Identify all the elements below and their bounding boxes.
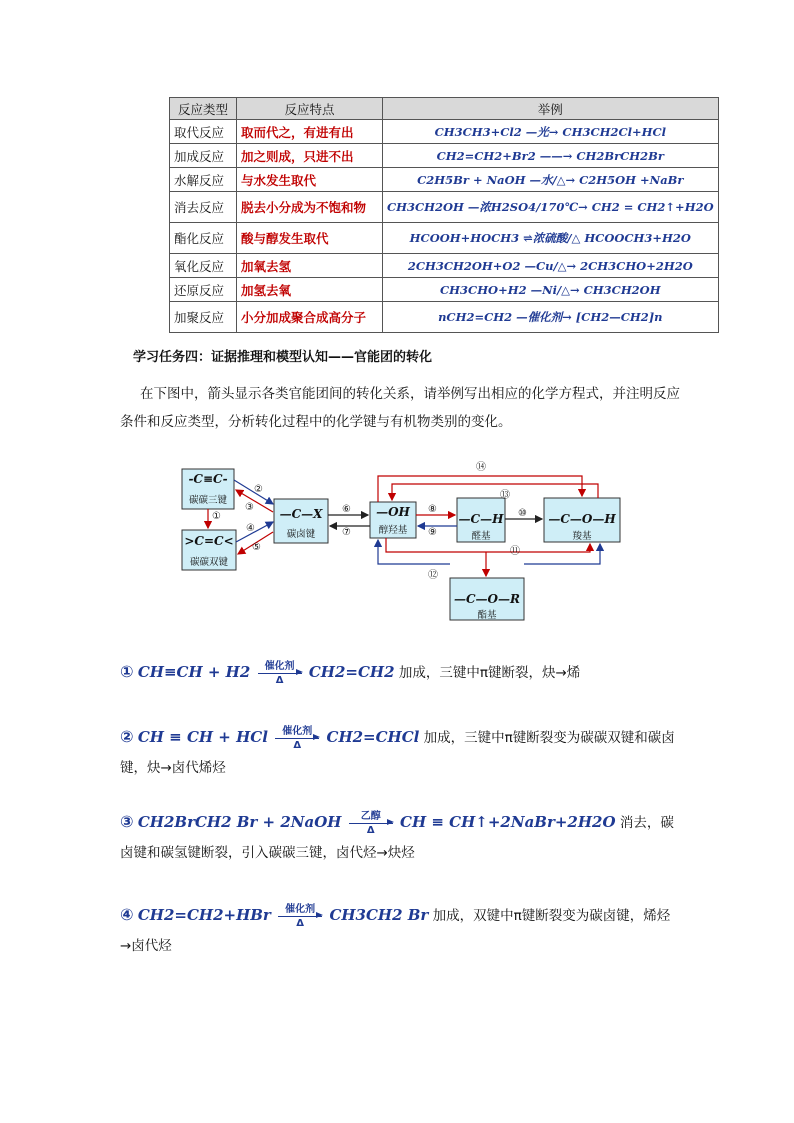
aldehyde-name: 醛基 [471,531,491,542]
cell-feature: 加之则成，只进不出 [237,144,383,168]
step-number: ⑭ [476,462,486,473]
cell-example: CH3CH3+Cl2 —光→ CH3CH2Cl+HCl [383,120,719,144]
equation-rhs: CH2=CH2 [308,663,395,681]
step-number: ⑪ [510,546,520,557]
condition-bottom: Δ [275,674,284,686]
table-row [170,144,719,168]
step-number: ② [254,484,263,495]
halide-name: 碳卤键 [286,529,316,540]
reaction-arrow-icon [258,673,302,674]
ester-formula: —C—O—R [454,592,520,606]
carboxyl-name: 羧基 [572,531,592,542]
step-number: ④ [246,523,255,534]
intro-paragraph: 在下图中，箭头显示各类官能团间的转化关系，请举例写出相应的化学方程式，并注明反应条件和反应类型，分析转化过程中的化学键与有机物类别的变化。 [120,386,680,430]
cell-feature: 加氧去氢 [237,254,383,278]
answer-1 [120,657,680,688]
answer-4 [120,900,680,961]
header-feature: 反应特点 [237,98,383,120]
table-row [170,120,719,144]
cell-feature: 加氢去氧 [237,278,383,302]
halide-formula: —C—X [279,507,323,521]
aldehyde-formula: —C—H [458,512,504,526]
answer-2 [120,722,680,783]
triple-bond-name: 碳碳三键 [188,495,227,506]
step-number: ⑬ [500,490,510,501]
reaction-arrow-icon [349,823,393,824]
triple-bond-formula: -C≡C- [188,472,228,486]
equation-lhs: CH ≡ CH + HCl [137,728,268,746]
table-row [170,254,719,278]
cell-type: 加聚反应 [170,302,237,333]
condition-bottom: Δ [366,824,375,836]
equation-lhs: CH2=CH2+HBr [137,906,271,924]
cell-example: CH3CH2OH —浓H2SO4/170℃→ CH2 = CH2↑+H2O [383,192,719,223]
cell-feature: 取而代之，有进有出 [237,120,383,144]
carboxyl-formula: —C—O—H [548,512,616,526]
answer-note: 加成，三键中π键断裂，炔→烯 [398,665,581,681]
reaction-arrow-icon [275,738,319,739]
answer-number: ④ [120,905,134,924]
answer-note: 加成，双键中π键断裂变为碳卤键，烯烃→卤代烃 [120,908,671,954]
cell-type: 还原反应 [170,278,237,302]
step-number: ⑦ [342,527,351,538]
step-number: ③ [245,502,254,513]
answer-note: 消去，碳卤键和碳氢键断裂，引入碳碳三键，卤代烃→炔烃 [120,815,674,861]
cell-type: 水解反应 [170,168,237,192]
reaction-condition [278,904,322,929]
answer-3 [120,807,680,868]
table-row [170,223,719,254]
cell-type: 氧化反应 [170,254,237,278]
answer-note: 加成，三键中π键断裂变为碳碳双键和碳卤键，炔→卤代烯烃 [120,730,675,776]
reaction-condition [258,661,302,686]
step-number: ⑥ [342,504,351,515]
answer-number: ② [120,727,134,746]
step-number: ① [212,511,221,522]
answer-number: ③ [120,812,134,831]
section-title: 学习任务四：证据推理和模型认知——官能团的转化 [133,350,433,365]
cell-type: 加成反应 [170,144,237,168]
ester-name: 酯基 [477,610,497,621]
condition-top: 催化剂 [282,725,313,737]
step-number: ⑨ [428,527,437,538]
equation-lhs: CH≡CH + H2 [137,663,251,681]
condition-top: 催化剂 [285,903,316,915]
equation-rhs: CH2=CHCl [326,728,420,746]
cell-feature: 小分加成聚合成高分子 [237,302,383,333]
condition-bottom: Δ [296,917,305,929]
condition-bottom: Δ [293,739,302,751]
cell-type: 酯化反应 [170,223,237,254]
cell-example: CH3CHO+H2 —Ni/△→ CH3CH2OH [383,278,719,302]
cell-type: 消去反应 [170,192,237,223]
equation-rhs: CH ≡ CH↑+2NaBr+2H2O [400,813,616,831]
cell-example: nCH2=CH2 —催化剂→ [CH2—CH2]n [383,302,719,333]
double-bond-formula: >C=C< [184,534,234,548]
step-number: ⑧ [428,504,437,515]
reaction-type-table [169,97,719,333]
condition-top: 催化剂 [264,660,295,672]
hydroxyl-formula: —OH [376,505,410,519]
condition-top: 乙醇 [360,810,381,822]
header-example: 举例 [383,98,719,120]
cell-feature: 酸与醇发生取代 [237,223,383,254]
functional-group-diagram [170,452,630,630]
header-type: 反应类型 [170,98,237,120]
answer-number: ① [120,662,134,681]
table-header-row [170,98,719,120]
table-row [170,168,719,192]
cell-example: C2H5Br + NaOH —水/△→ C2H5OH +NaBr [383,168,719,192]
cell-feature: 脱去小分成为不饱和物 [237,192,383,223]
equation-lhs: CH2BrCH2 Br + 2NaOH [137,813,342,831]
table-row [170,192,719,223]
table-row [170,302,719,333]
table-row [170,278,719,302]
reaction-condition [275,726,319,751]
double-bond-name: 碳碳双键 [189,557,228,568]
cell-feature: 与水发生取代 [237,168,383,192]
hydroxyl-name: 醇羟基 [378,525,408,536]
step-number: ⑤ [252,542,261,553]
cell-example: CH2=CH2+Br2 ——→ CH2BrCH2Br [383,144,719,168]
cell-type: 取代反应 [170,120,237,144]
step-number: ⑫ [428,570,438,581]
equation-rhs: CH3CH2 Br [329,906,429,924]
reaction-condition [349,811,393,836]
step-number: ⑩ [518,508,527,519]
reaction-arrow-icon [278,916,322,917]
cell-example: 2CH3CH2OH+O2 —Cu/△→ 2CH3CHO+2H2O [383,254,719,278]
cell-example: HCOOH+HOCH3 ⇌浓硫酸/△ HCOOCH3+H2O [383,223,719,254]
